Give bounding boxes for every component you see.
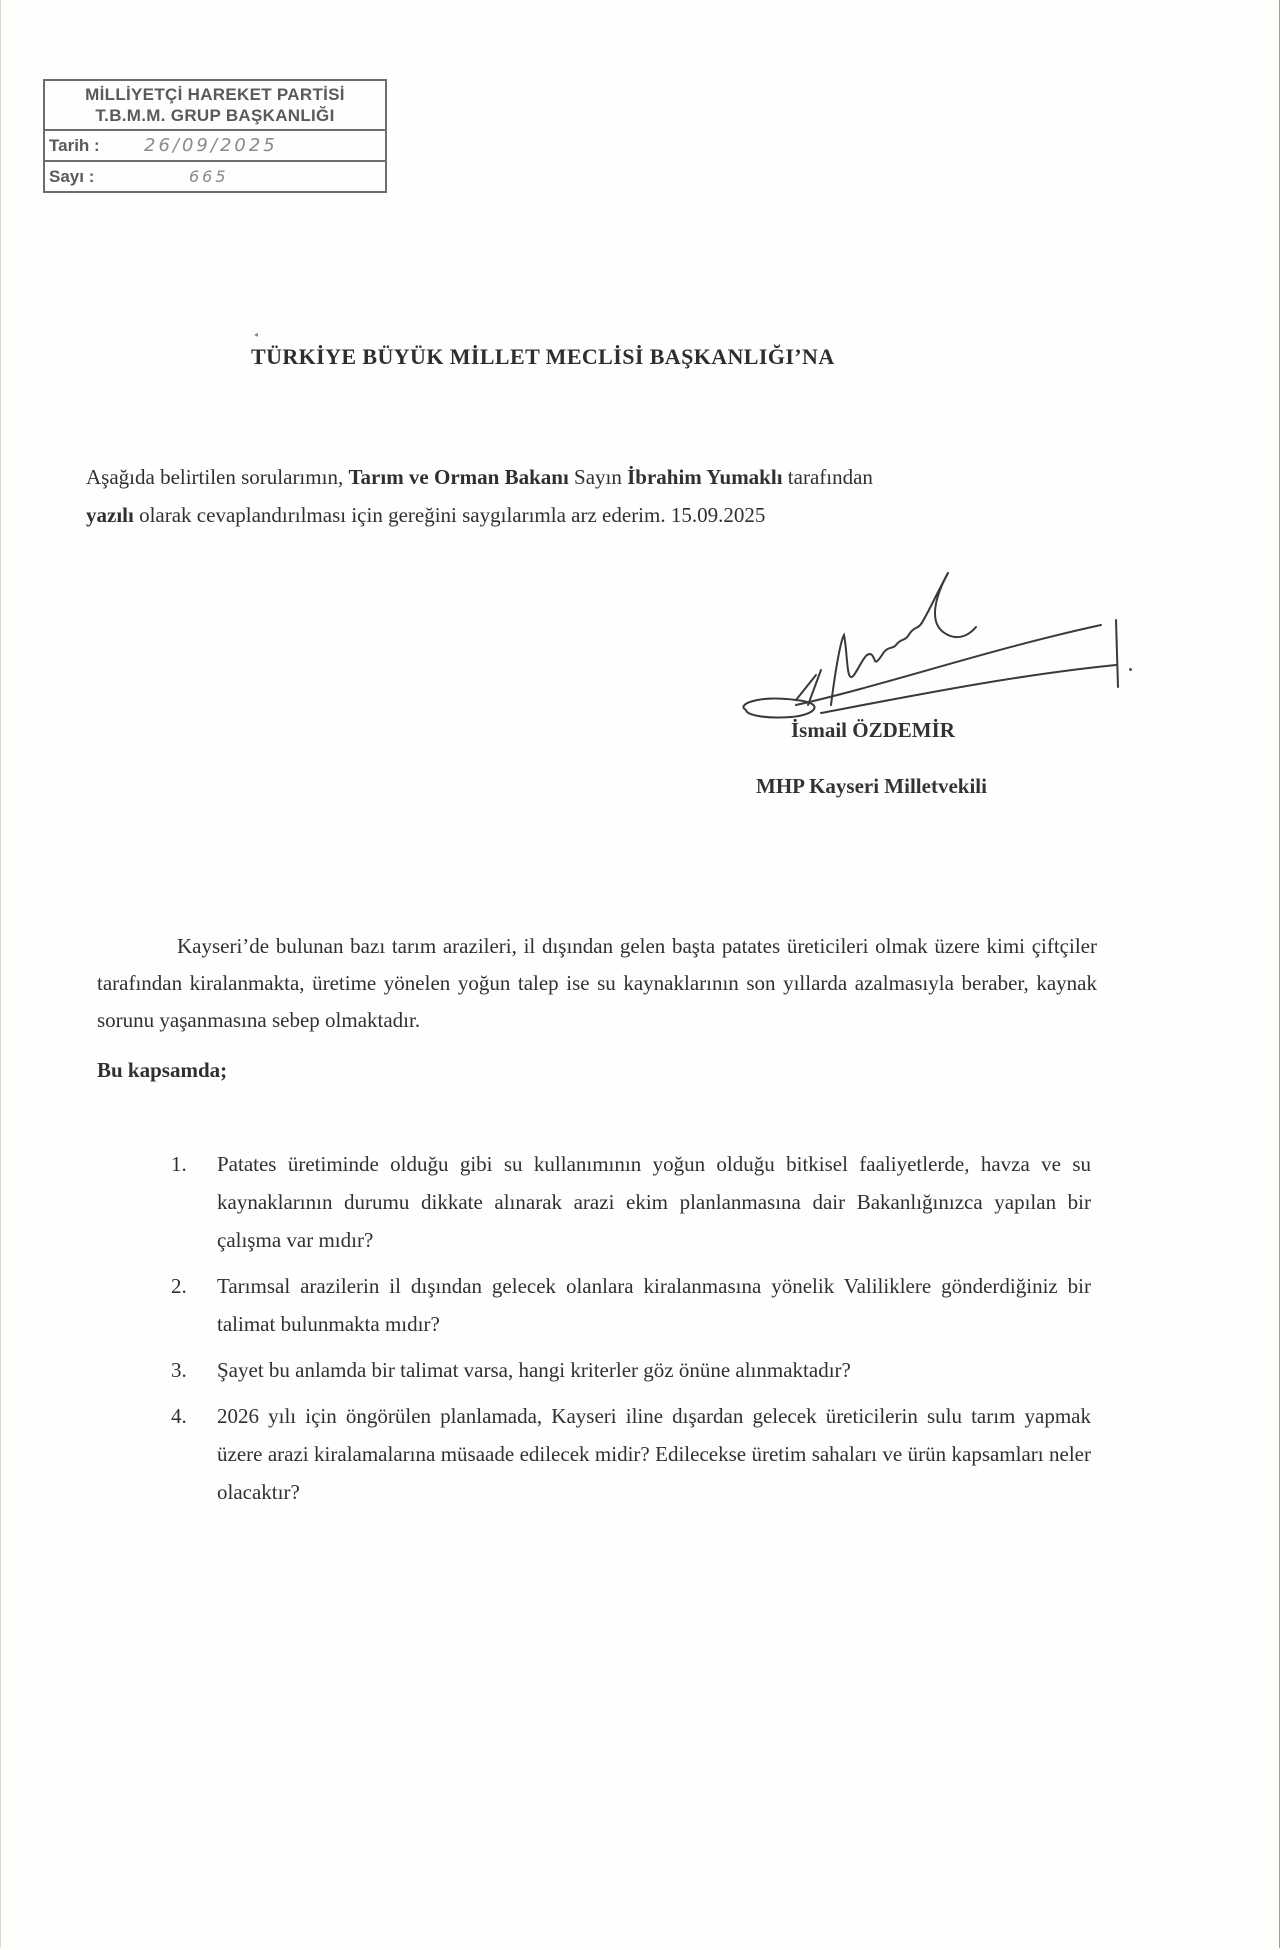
- question-number: 1.: [171, 1152, 187, 1176]
- questions-lead: Bu kapsamda;: [97, 1058, 228, 1082]
- question-item: [171, 1267, 1091, 1343]
- question-text: Tarımsal arazilerin il dışından gelecek olanlara kiralanmasına yönelik Valiliklere gönderdiğiniz bir talimat bulunmakta mıdır?: [217, 1274, 1091, 1336]
- body-paragraph: Kayseri’de bulunan bazı tarım arazileri, il dışından gelen başta patates üreticileri olmak üzere kimi çiftçiler tarafından kiralanmakta, üretime yönelen yoğun talep ise su kaynaklarının son yıllarda azalmasıyla beraber, kaynak sorunu yaşanmasına sebep olmaktadır.: [97, 934, 1097, 1032]
- question-text: Şayet bu anlamda bir talimat varsa, hangi kriterler göz önüne alınmaktadır?: [217, 1358, 851, 1382]
- question-number: 4.: [171, 1404, 187, 1428]
- stamp-header: [45, 81, 385, 131]
- signatory-name: İsmail ÖZDEMİR: [791, 718, 955, 742]
- stamp-number-row: [45, 160, 385, 191]
- minister-office: Tarım ve Orman Bakanı: [348, 465, 569, 489]
- addressee-heading: TÜRKİYE BÜYÜK MİLLET MECLİSİ BAŞKANLIĞI’NA: [251, 344, 835, 369]
- minister-name: İbrahim Yumaklı: [627, 465, 783, 489]
- registry-stamp: [43, 79, 387, 193]
- signatory-title: MHP Kayseri Milletvekili: [756, 774, 987, 798]
- stamp-date-value: 26/09/2025: [144, 135, 278, 156]
- stamp-group-name: T.B.M.M. GRUP BAŞKANLIĞI: [95, 106, 335, 125]
- question-text: 2026 yılı için öngörülen planlamada, Kayseri iline dışardan gelecek üreticilerin sulu tarım yapmak üzere arazi kiralamalarına müsaade edilecek midir? Edilecekse üretim sahaları ve ürün kapsamları neler olacaktır?: [217, 1404, 1091, 1504]
- intro-text: tarafından: [782, 465, 873, 489]
- questions-list: [171, 1145, 1091, 1519]
- stamp-date-label: Tarih :: [49, 135, 100, 155]
- intro-text: Aşağıda belirtilen sorularımın,: [86, 465, 349, 489]
- stamp-number-value: 665: [189, 167, 229, 186]
- question-item: [171, 1145, 1091, 1259]
- stamp-date-row: [45, 131, 385, 160]
- intro-text: Sayın: [568, 465, 628, 489]
- stamp-party-name: MİLLİYETÇİ HAREKET PARTİSİ: [85, 85, 345, 104]
- stamp-number-label: Sayı :: [49, 166, 95, 186]
- question-number: 2.: [171, 1274, 187, 1298]
- scan-mark: ◂: [254, 330, 259, 339]
- intro-text: olarak cevaplandırılması için gereğini saygılarımla arz ederim. 15.09.2025: [133, 503, 766, 527]
- written-label: yazılı: [86, 503, 134, 527]
- intro-paragraph: [86, 458, 1086, 534]
- question-text: Patates üretiminde olduğu gibi su kullanımının yoğun olduğu bitkisel faaliyetlerde, havza ve su kaynaklarının durumu dikkate alınarak arazi ekim planlanmasına dair Bakanlığınızca yapılan bir çalışma var mıdır?: [217, 1152, 1091, 1252]
- stray-dot: [1129, 668, 1132, 671]
- question-item: [171, 1397, 1091, 1511]
- question-item: [171, 1351, 1091, 1389]
- question-number: 3.: [171, 1358, 187, 1382]
